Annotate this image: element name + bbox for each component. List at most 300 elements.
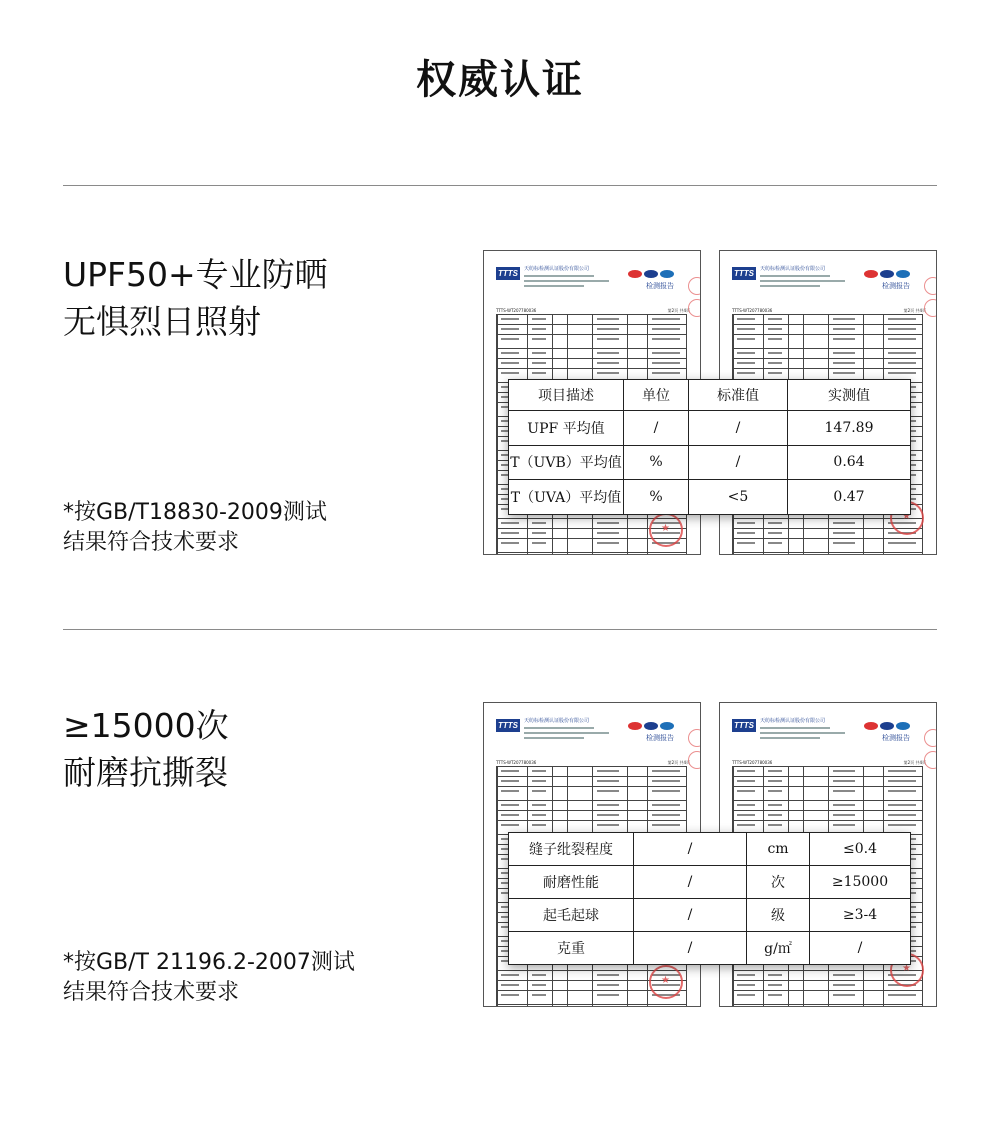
certificate-mini-line	[497, 505, 498, 518]
certificate-mini-line	[552, 777, 553, 786]
certificate-mini-line	[567, 767, 568, 776]
certificate-mini-text	[532, 974, 546, 976]
certification-marks	[864, 715, 914, 727]
certificate-mini-line	[627, 991, 628, 1004]
certificate-mini-text	[833, 522, 855, 524]
certificate-mini-row	[733, 787, 923, 801]
certificate-mini-line	[592, 801, 593, 810]
table-cell: /	[634, 932, 747, 965]
certificate-mini-line	[803, 325, 804, 334]
certificate-mini-line	[647, 777, 648, 786]
certificate-mini-line	[733, 519, 734, 528]
certificate-mini-text	[737, 522, 755, 524]
certificate-mini-line	[497, 981, 498, 990]
certificate-mini-line	[863, 1005, 864, 1007]
certificate-mini-line	[828, 315, 829, 324]
certificate-mini-line	[497, 903, 498, 912]
test-result-callout	[508, 379, 911, 515]
certificate-mini-text	[888, 542, 916, 544]
certificate-mini-line	[627, 539, 628, 552]
certificate-mini-line	[733, 529, 734, 538]
certificate-mini-line	[552, 787, 553, 800]
certificate-mini-line	[552, 801, 553, 810]
certificate-mini-text	[768, 984, 782, 986]
certificate-mini-line	[686, 349, 687, 358]
certificate-mini-line	[733, 767, 734, 776]
certificate-mini-text	[532, 804, 546, 806]
certificate-mini-text	[597, 328, 619, 330]
certificate-mini-line	[803, 767, 804, 776]
certificate-mini-text	[652, 780, 680, 782]
certificate-mini-line	[497, 957, 498, 970]
certificate-mini-line	[803, 349, 804, 358]
certificate-logo: TTTS	[734, 721, 754, 730]
certificate-mini-line	[627, 553, 628, 555]
certificate-mini-text	[501, 790, 519, 792]
certificate-mini-text	[737, 814, 755, 816]
certificate-mini-text	[768, 770, 782, 772]
certificate-mini-line	[627, 325, 628, 334]
certificate-mini-text	[768, 974, 782, 976]
certificate-mini-text	[501, 780, 519, 782]
certificate-mini-line	[552, 325, 553, 334]
certificate-mini-line	[497, 529, 498, 538]
certificate-mini-line	[552, 519, 553, 528]
certificate-mini-line	[592, 553, 593, 555]
certificate-mini-line	[552, 315, 553, 324]
certificate-mini-line	[527, 787, 528, 800]
certificate-mini-line	[527, 1005, 528, 1007]
certificate-mini-line	[686, 811, 687, 820]
table-cell: 级	[747, 899, 810, 932]
certification-mark-icon	[644, 722, 658, 730]
table-cell: <5	[689, 480, 788, 515]
certificate-mini-row	[497, 767, 687, 777]
certificate-mini-text	[597, 790, 619, 792]
certificate-mini-line	[883, 325, 884, 334]
certificate-mini-line	[922, 369, 923, 382]
certificate-mini-line	[883, 991, 884, 1004]
certificate-mini-line	[788, 529, 789, 538]
certificate-mini-row	[733, 315, 923, 325]
certificate-mini-text	[768, 542, 782, 544]
certificate-mini-line	[497, 325, 498, 334]
certificate-mini-text	[888, 328, 916, 330]
certificate-mini-text	[737, 338, 755, 340]
certification-mark-icon	[864, 722, 878, 730]
certificate-mini-line	[763, 315, 764, 324]
certificate-mini-row	[733, 801, 923, 811]
certificate-mini-line	[828, 971, 829, 980]
certificate-mini-line	[497, 869, 498, 878]
certificate-mini-line	[922, 923, 923, 936]
certificate-mini-line	[828, 981, 829, 990]
certificate-mini-line	[922, 359, 923, 368]
certificate-mini-line	[883, 767, 884, 776]
certificate-mini-text	[597, 994, 619, 996]
certificate-mini-line	[497, 889, 498, 902]
certificate-mini-text	[597, 824, 619, 826]
certificate-mini-line	[863, 787, 864, 800]
certificate-mini-text	[501, 824, 519, 826]
certificate-mini-line	[733, 1005, 734, 1007]
certificate-mini-line	[863, 529, 864, 538]
certificate-mini-line	[567, 325, 568, 334]
certificate-mini-line	[828, 811, 829, 820]
certificate-mini-line	[828, 787, 829, 800]
certificate-report-title: 检测报告	[646, 282, 674, 290]
certificate-mini-line	[922, 437, 923, 450]
certificate-mini-text	[737, 318, 755, 320]
certificate-mini-text	[737, 824, 755, 826]
certificate-mini-line	[922, 845, 923, 854]
table-header-cell: 单位	[624, 380, 689, 411]
section1-note	[63, 498, 327, 558]
certificate-mini-line	[922, 767, 923, 776]
certificate-subline	[760, 275, 830, 277]
certificate-mini-line	[627, 315, 628, 324]
certificate-subline	[524, 727, 594, 729]
table-row	[509, 932, 911, 965]
certificate-mini-text	[737, 362, 755, 364]
certificate-mini-line	[647, 325, 648, 334]
certificate-mini-line	[733, 315, 734, 324]
certificate-mini-line	[763, 539, 764, 552]
certificate-mini-line	[803, 981, 804, 990]
certificate-mini-text	[833, 974, 855, 976]
upf-result-table	[508, 379, 911, 515]
certificate-mini-line	[567, 359, 568, 368]
certificate-mini-row	[733, 325, 923, 335]
certificate-company-name: 天纺标检测认证股份有限公司	[524, 718, 590, 724]
certificate-mini-line	[627, 971, 628, 980]
certificate-mini-line	[647, 315, 648, 324]
certificate-mini-line	[592, 767, 593, 776]
certificate-mini-text	[597, 352, 619, 354]
certificate-mini-text	[888, 814, 916, 816]
certificate-mini-line	[627, 529, 628, 538]
certificate-mini-text	[833, 770, 855, 772]
table-row	[509, 866, 911, 899]
certificate-mini-line	[592, 335, 593, 348]
certificate-mini-line	[686, 991, 687, 1004]
certificate-subline	[760, 737, 820, 739]
certificate-subline	[760, 285, 820, 287]
certificate-mini-text	[501, 770, 519, 772]
certificate-mini-line	[552, 335, 553, 348]
certificate-mini-line	[497, 1005, 498, 1007]
certificate-mini-line	[497, 495, 498, 504]
certificate-mini-text	[888, 770, 916, 772]
certificate-mini-line	[567, 971, 568, 980]
certificate-mini-text	[768, 804, 782, 806]
certificate-mini-line	[647, 767, 648, 776]
certificate-mini-line	[863, 777, 864, 786]
certificate-mini-row	[733, 777, 923, 787]
certification-mark-icon	[880, 722, 894, 730]
certificate-mini-text	[532, 532, 546, 534]
certificate-logo: TTTS	[498, 269, 518, 278]
certificate-mini-text	[737, 994, 755, 996]
certificate-subline	[760, 727, 830, 729]
certificate-mini-line	[922, 539, 923, 552]
certificate-mini-line	[527, 315, 528, 324]
certificate-mini-line	[627, 1005, 628, 1007]
certificate-mini-line	[497, 947, 498, 956]
certificate-mini-line	[552, 991, 553, 1004]
certificate-mini-text	[833, 984, 855, 986]
certificate-mini-line	[863, 359, 864, 368]
certificate-mini-text	[768, 814, 782, 816]
certificate-mini-line	[567, 519, 568, 528]
certificate-mini-line	[763, 767, 764, 776]
certificate-mini-row	[497, 359, 687, 369]
certificate-mini-line	[733, 971, 734, 980]
certificate-mini-line	[863, 991, 864, 1004]
certificate-mini-line	[803, 315, 804, 324]
certificate-mini-line	[733, 981, 734, 990]
certificate-mini-line	[647, 787, 648, 800]
certification-mark-icon	[896, 270, 910, 278]
section2-note-line2: 结果符合技术要求	[63, 980, 240, 1005]
certificate-mini-line	[592, 539, 593, 552]
certificate-mini-text	[532, 780, 546, 782]
certificate-mini-line	[592, 349, 593, 358]
certificate-mini-line	[788, 359, 789, 368]
certificate-mini-text	[768, 328, 782, 330]
certificate-mini-line	[863, 981, 864, 990]
certificate-mini-line	[803, 801, 804, 810]
certificate-mini-text	[597, 780, 619, 782]
certificate-mini-text	[597, 804, 619, 806]
certificate-mini-line	[567, 801, 568, 810]
certificate-mini-line	[497, 767, 498, 776]
certificate-mini-text	[532, 814, 546, 816]
certificate-mini-line	[863, 801, 864, 810]
table-cell: /	[689, 445, 788, 480]
certificate-mini-line	[788, 991, 789, 1004]
certificate-mini-line	[922, 903, 923, 912]
certificate-mini-line	[647, 519, 648, 528]
certificate-mini-text	[652, 318, 680, 320]
table-cell: T（UVA）平均值	[509, 480, 624, 515]
certificate-mini-row	[733, 811, 923, 821]
table-cell: ≥3-4	[810, 899, 911, 932]
certificate-mini-row	[497, 349, 687, 359]
table-cell: %	[624, 445, 689, 480]
certificate-page-number: 第2页 共4页	[903, 308, 926, 313]
table-cell: 次	[747, 866, 810, 899]
certificate-mini-line	[497, 383, 498, 392]
certificate-mini-line	[883, 787, 884, 800]
certificate-mini-line	[828, 335, 829, 348]
certificate-mini-text	[532, 824, 546, 826]
certification-marks	[628, 263, 678, 275]
certificate-mini-text	[737, 352, 755, 354]
certification-mark-icon	[660, 270, 674, 278]
certificate-mini-line	[497, 315, 498, 324]
certificate-mini-line	[763, 981, 764, 990]
certificate-mini-line	[567, 553, 568, 555]
certificate-mini-line	[922, 383, 923, 392]
certificate-mini-line	[883, 811, 884, 820]
table-cell: /	[634, 866, 747, 899]
certificate-mini-text	[652, 770, 680, 772]
certificate-mini-line	[647, 991, 648, 1004]
certificate-mini-text	[501, 994, 519, 996]
certificate-mini-text	[532, 984, 546, 986]
red-stamp-mark	[688, 299, 701, 317]
certificate-mini-line	[497, 461, 498, 470]
red-stamp-mark	[924, 277, 937, 295]
certificate-mini-text	[833, 352, 855, 354]
certificate-report-title: 检测报告	[882, 734, 910, 742]
certificate-mini-line	[497, 801, 498, 810]
certificate-mini-line	[627, 981, 628, 990]
certificate-mini-line	[552, 553, 553, 555]
certificate-mini-text	[597, 362, 619, 364]
certificate-mini-text	[888, 804, 916, 806]
certificate-mini-text	[501, 532, 519, 534]
certificate-mini-line	[567, 335, 568, 348]
certificate-mini-line	[788, 553, 789, 555]
certificate-mini-line	[763, 359, 764, 368]
certificate-mini-line	[763, 801, 764, 810]
certificate-mini-text	[597, 338, 619, 340]
certificate-mini-text	[833, 542, 855, 544]
section2-headline-line2: 耐磨抗撕裂	[63, 753, 228, 792]
red-stamp-seal	[649, 965, 683, 999]
table-cell: 147.89	[788, 411, 911, 446]
certificate-mini-line	[922, 495, 923, 504]
certificate-mini-line	[567, 349, 568, 358]
certificate-mini-text	[833, 994, 855, 996]
certificate-mini-line	[863, 539, 864, 552]
certificate-mini-line	[647, 981, 648, 990]
certificate-mini-row	[497, 787, 687, 801]
certificate-mini-line	[828, 325, 829, 334]
certificate-mini-line	[627, 801, 628, 810]
certificate-mini-text	[737, 328, 755, 330]
certificate-mini-line	[763, 991, 764, 1004]
certificate-mini-line	[552, 811, 553, 820]
certificate-mini-line	[922, 427, 923, 436]
certificate-mini-line	[733, 553, 734, 555]
certificate-mini-line	[686, 981, 687, 990]
certificate-mini-line	[497, 393, 498, 402]
certificate-mini-text	[768, 352, 782, 354]
certificate-mini-line	[567, 811, 568, 820]
certificate-mini-line	[497, 879, 498, 888]
certificate-mini-text	[888, 362, 916, 364]
certificate-subline	[524, 737, 584, 739]
table-cell: /	[810, 932, 911, 965]
certificate-mini-line	[552, 349, 553, 358]
certificate-mini-line	[497, 777, 498, 786]
red-stamp-seal	[649, 513, 683, 547]
certification-marks	[628, 715, 678, 727]
certificate-mini-line	[863, 519, 864, 528]
certificate-mini-line	[922, 855, 923, 868]
certificate-mini-line	[922, 349, 923, 358]
certificate-mini-text	[597, 984, 619, 986]
certificate-mini-text	[597, 974, 619, 976]
certificate-mini-text	[768, 522, 782, 524]
certificate-mini-text	[532, 318, 546, 320]
certificate-mini-line	[527, 349, 528, 358]
certificate-mini-text	[768, 790, 782, 792]
certificate-mini-text	[597, 770, 619, 772]
table-row	[509, 480, 911, 515]
certificate-mini-line	[497, 437, 498, 450]
certificate-mini-line	[788, 325, 789, 334]
table-cell: /	[624, 411, 689, 446]
section2-headline	[63, 702, 229, 796]
certificate-mini-line	[883, 553, 884, 555]
certificate-mini-line	[497, 553, 498, 555]
certificate-mini-line	[883, 981, 884, 990]
certificate-mini-line	[763, 529, 764, 538]
certificate-mini-line	[567, 539, 568, 552]
certificate-mini-text	[833, 318, 855, 320]
certificate-mini-line	[527, 529, 528, 538]
certificate-mini-line	[592, 981, 593, 990]
certificate-mini-line	[828, 519, 829, 528]
table-header-cell: 标准值	[689, 380, 788, 411]
certificate-mini-line	[647, 811, 648, 820]
certification-mark-icon	[628, 270, 642, 278]
section1-note-line1: *按GB/T18830-2009测试	[63, 500, 327, 525]
table-cell: T（UVB）平均值	[509, 445, 624, 480]
certificate-mini-line	[647, 801, 648, 810]
certificate-mini-text	[652, 362, 680, 364]
table-cell: cm	[747, 833, 810, 866]
certificate-mini-line	[922, 335, 923, 348]
certificate-mini-line	[828, 991, 829, 1004]
certificate-mini-line	[567, 991, 568, 1004]
table-cell: 缝子纰裂程度	[509, 833, 634, 866]
certificate-mini-line	[497, 451, 498, 460]
certificate-mini-line	[686, 529, 687, 538]
certificate-mini-line	[883, 1005, 884, 1007]
certificate-mini-line	[497, 471, 498, 484]
table-cell: ≤0.4	[810, 833, 911, 866]
certificate-mini-text	[888, 318, 916, 320]
certificate-mini-line	[922, 417, 923, 426]
certificate-mini-line	[883, 335, 884, 348]
certificate-mini-line	[567, 1005, 568, 1007]
certificate-mini-line	[922, 393, 923, 402]
certificate-mini-line	[883, 519, 884, 528]
certificate-company-name: 天纺标检测认证股份有限公司	[524, 266, 590, 272]
certificate-mini-text	[737, 780, 755, 782]
section2-headline-line1: ≥15000次	[63, 706, 229, 745]
certificate-mini-line	[527, 539, 528, 552]
certificate-mini-line	[883, 349, 884, 358]
certificate-mini-line	[497, 427, 498, 436]
certificate-mini-line	[627, 349, 628, 358]
certificate-mini-line	[527, 519, 528, 528]
certificate-mini-row	[497, 801, 687, 811]
certificate-mini-text	[532, 790, 546, 792]
certificate-mini-line	[527, 777, 528, 786]
certificate-logo: TTTS	[734, 269, 754, 278]
certificate-mini-line	[627, 811, 628, 820]
certificate-report-title: 检测报告	[646, 734, 674, 742]
certificate-mini-row	[733, 349, 923, 359]
certificate-mini-text	[737, 804, 755, 806]
certificate-mini-line	[803, 777, 804, 786]
